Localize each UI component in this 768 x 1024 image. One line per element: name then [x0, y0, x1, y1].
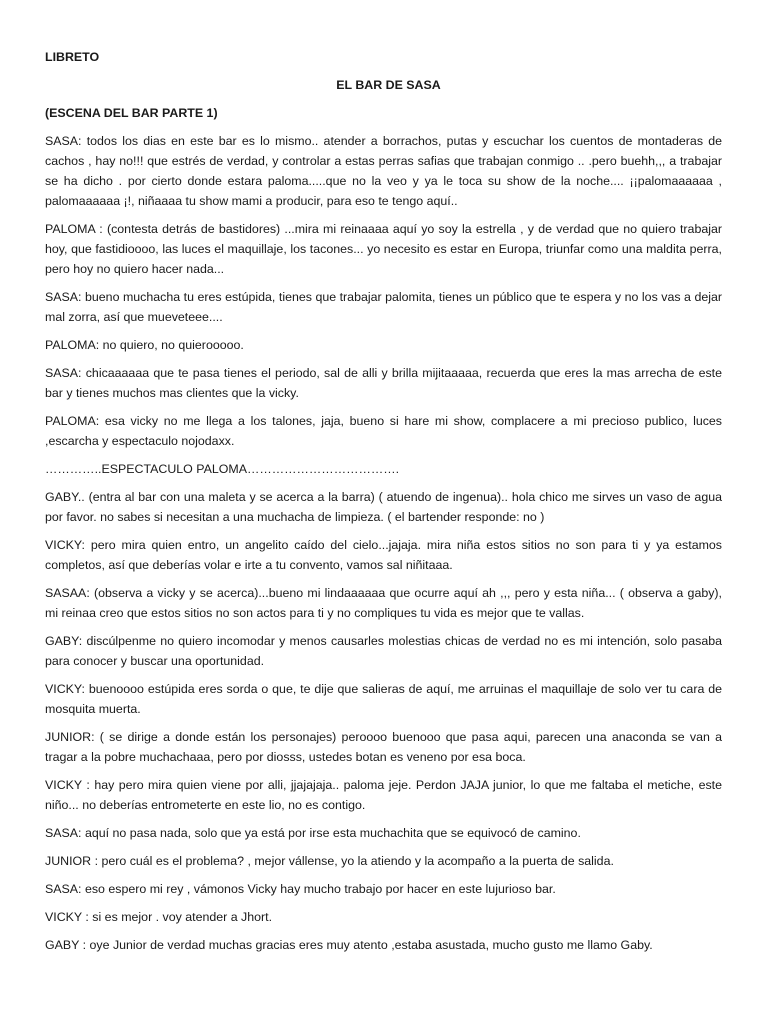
- dialogue-paragraph: SASAA: (observa a vicky y se acerca)...bueno mi lindaaaaaa que ocurre aquí ah ,,, pero y esta niña... ( observa a gaby), mi reinaa creo que estos sitios no son actos para ti y no compliques tu vida es mejor que te vallas.: [45, 586, 722, 620]
- dialogue-paragraph: SASA: todos los dias en este bar es lo mismo.. atender a borrachos, putas y escuchar los cuentos de montaderas de cachos , hay no!!! que estrés de verdad, y controlar a estas perras safias que trabajan conmigo .. .pero buehh,,, a trabajar se ha dicho . por cierto donde estara paloma.....que no la veo y ya le toca su show de la noche.... ¡¡palomaaaaaa , palomaaaaaa ¡!, niñaaaa tu show mami a producir, para eso te tengo aquí..: [45, 134, 722, 208]
- dialogue-paragraph: JUNIOR: ( se dirige a donde están los personajes) peroooo buenooo que pasa aqui, parecen una anaconda se van a tragar a la pobre muchachaaa, pero por diosss, ustedes botan es veneno por esa boca.: [45, 730, 722, 764]
- dialogue-paragraph: VICKY : hay pero mira quien viene por alli, jjajajaja.. paloma jeje. Perdon JAJA junior, lo que me faltaba el metiche, este niño... no deberías entrometerte en este lio, no es contigo.: [45, 778, 722, 812]
- dialogue-paragraph: PALOMA: no quiero, no quierooooo.: [45, 338, 244, 352]
- dialogue-paragraph: SASA: bueno muchacha tu eres estúpida, tienes que trabajar palomita, tienes un público que te espera y no los vas a dejar mal zorra, así que mueveteee....: [45, 290, 722, 324]
- dialogue-paragraph: GABY : oye Junior de verdad muchas gracias eres muy atento ,estaba asustada, mucho gusto me llamo Gaby.: [45, 938, 653, 952]
- scene-heading: (ESCENA DEL BAR PARTE 1): [45, 106, 218, 120]
- dialogue-paragraph: SASA: chicaaaaaa que te pasa tienes el periodo, sal de alli y brilla mijitaaaaa, recuerda que eres la mas arrecha de este bar y tienes muchos mas clientes que la vicky.: [45, 366, 722, 400]
- dialogue-paragraph: PALOMA : (contesta detrás de bastidores) ...mira mi reinaaaa aquí yo soy la estrella , y de verdad que no quiero trabajar hoy, que fastidioooo, las luces el maquillaje, los tacones... yo necesito es estar en Europa, triunfar como una maldita perra, pero hoy no quiero hacer nada...: [45, 222, 722, 276]
- document-page: [45, 47, 722, 955]
- dialogue-paragraph: VICKY: pero mira quien entro, un angelito caído del cielo...jajaja. mira niña estos sitios no son para ti y ya estamos completos, así que deberías volar e irte a tu convento, vamos sal niñitaaa.: [45, 538, 722, 572]
- dialogue-paragraph: SASA: eso espero mi rey , vámonos Vicky hay mucho trabajo por hacer en este lujurioso bar.: [45, 882, 556, 896]
- play-title: EL BAR DE SASA: [336, 78, 441, 92]
- document-heading: LIBRETO: [45, 50, 100, 64]
- dialogue-paragraph: PALOMA: esa vicky no me llega a los talones, jaja, bueno si hare mi show, complacere a mi precioso publico, luces ,escarcha y espectaculo nojodaxx.: [45, 414, 722, 448]
- dialogue-paragraph: VICKY: buenoooo estúpida eres sorda o que, te dije que salieras de aquí, me arruinas el maquillaje de solo ver tu cara de mosquita muerta.: [45, 682, 722, 716]
- dialogue-paragraph: VICKY : si es mejor . voy atender a Jhort.: [45, 910, 273, 924]
- dialogue-paragraph: JUNIOR : pero cuál es el problema? , mejor vállense, yo la atiendo y la acompaño a la puerta de salida.: [45, 854, 614, 868]
- dialogue-paragraph: SASA: aquí no pasa nada, solo que ya está por irse esta muchachita que se equivocó de camino.: [45, 826, 581, 840]
- dialogue-paragraph: GABY: discúlpenme no quiero incomodar y menos causarles molestias chicas de verdad no es mi intención, solo pasaba para conocer y buscar una oportunidad.: [45, 634, 722, 668]
- dialogue-paragraph: GABY.. (entra al bar con una maleta y se acerca a la barra) ( atuendo de ingenua).. hola chico me sirves un vaso de agua por favor. no sabes si necesitan a una muchacha de limpieza. ( el bartender responde: no ): [45, 490, 722, 524]
- stage-direction: …………..ESPECTACULO PALOMA……………………………….: [45, 462, 400, 476]
